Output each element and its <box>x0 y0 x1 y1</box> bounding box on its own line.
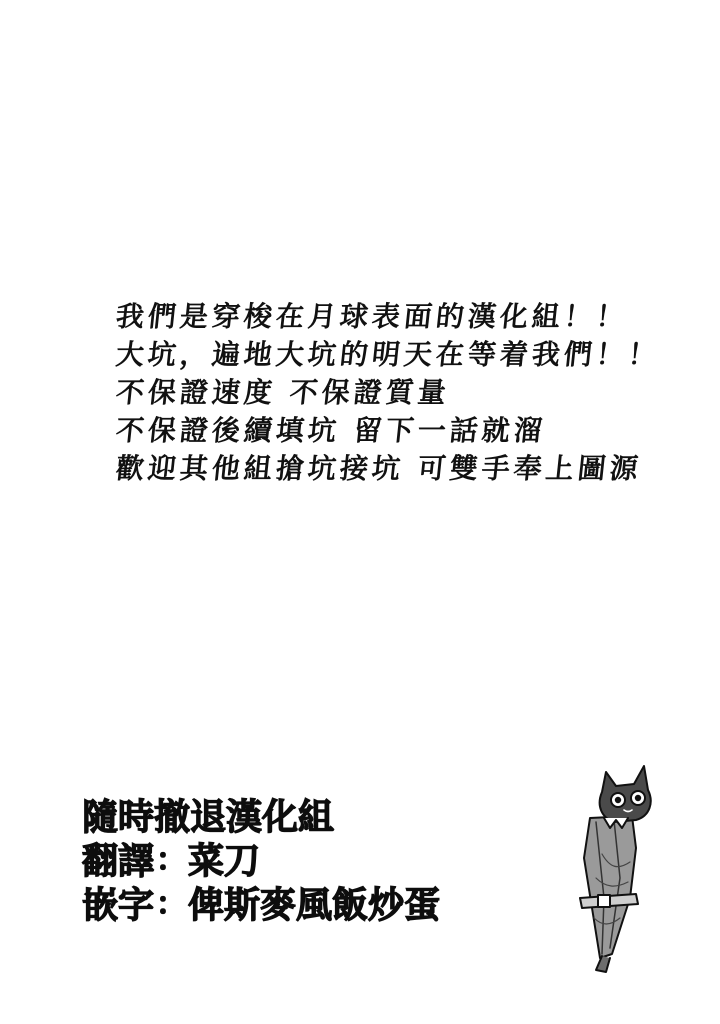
typesetting-value: 俾斯麥風飯炒蛋 <box>188 885 441 926</box>
message-line-4: 不保證後續填坑 留下一話就溜 <box>114 414 548 447</box>
typesetting-label: 嵌字 <box>82 885 155 926</box>
credits-block <box>82 796 522 927</box>
message-line-3: 不保證速度 不保證質量 <box>114 376 452 409</box>
message-line-5: 歡迎其他組搶坑接坑 可雙手奉上圖源 <box>114 452 644 485</box>
typesetting-separator: ： <box>156 887 187 922</box>
group-message <box>114 298 704 488</box>
group-name: 隨時撤退漢化組 <box>82 797 335 838</box>
typesetting-credit <box>82 883 522 927</box>
translation-credit <box>82 839 522 883</box>
translation-value: 菜刀 <box>188 841 261 882</box>
translation-label: 翻譯 <box>82 841 155 882</box>
translation-separator: ： <box>156 843 187 878</box>
message-line-2: 大坑，遍地大坑的明天在等着我們！！ <box>114 338 662 371</box>
cat-in-umbrella-illustration <box>540 758 660 980</box>
message-line-1: 我們是穿梭在月球表面的漢化組！！ <box>114 300 630 333</box>
